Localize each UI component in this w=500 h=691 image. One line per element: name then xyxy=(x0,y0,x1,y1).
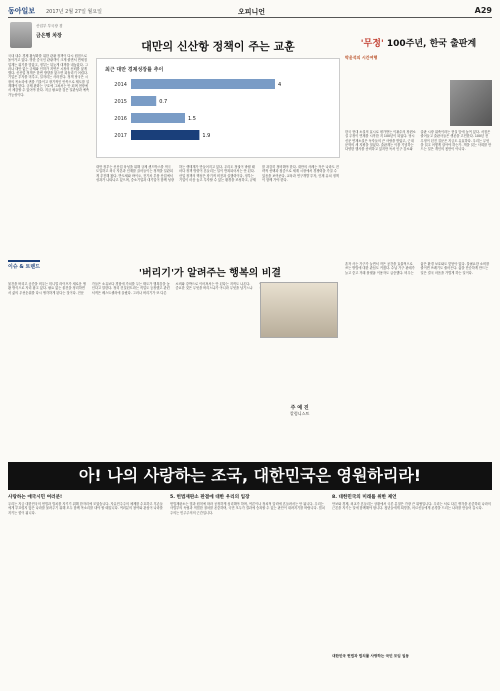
right-headline xyxy=(345,36,492,49)
chart-bar xyxy=(131,113,185,123)
column-body: 국내 내수 경제 활성화를 위한 관광 정책이 다시 원점으로 돌아가고 있다. 방한 중국인 관광객이 크게 줄면서 면세점 업계는 위기를 맞았고, 정부는 뒤늦게 대책을 내놓았다. 그러나 대안 없는 규제와 인허가 지연은 시장의 신뢰를 잃게 했다. 신산업 정책은 한번 방향을 잃으면 되돌리기 어렵다. 기업은 투자를 미루고, 일자리는 사라진다. 정책 당국은 시장의 목소리에 귀를 기울이고 장기적인 안목으로 제도를 설계해야 한다. 규제 완화는 구호에 그쳐서는 안 되며 현장에서 체감할 수 있어야 한다. 지금 필요한 것은 일관성과 예측 가능성이다. xyxy=(8,54,89,97)
ad-body: 우리는 지금 대한민국의 헌법과 법치를 지키기 위해 한자리에 모였습니다. 자유민주주의 체제를 수호하고 후손들에게 부끄럽지 않은 나라를 물려주기 위해 모두 함께 목소리를 내야 할 때입니다. 여러분의 참여와 관심이 나라를 지키는 힘이 됩니다. xyxy=(8,502,163,515)
mid-right-body: 혼자 사는 가구가 늘면서 작은 공간을 효율적으로 쓰는 방법에 대한 관심도 커졌다. 수납 가구 판매가 늘고 중고 거래 플랫폼 이용자도 급증했다. 비우는 삶은 환경 보호와도 맞닿아 있다. 불필요한 소비를 줄이면 쓰레기도 줄어든다. 삶을 단순하게 만드는 일은 결국 마음을 가볍게 하는 일이다. xyxy=(345,262,490,275)
ad-title: 5. 헌법재판소 판결에 대한 우리의 입장 xyxy=(170,495,250,500)
column-left-top xyxy=(8,22,91,254)
ad-banner: 아! 나의 사랑하는 조국, 대한민국은 영원하리라! xyxy=(8,462,492,490)
ad-body: 헌법재판소는 법과 원칙에 따라 공정하게 심리해야 하며, 여론이나 정치적 압력에 흔들려서는 안 됩니다. 우리는 사법부의 독립과 적법한 절차를 존중하며, 국민 모두가 결과에 승복할 수 있는 판단이 내려지기를 바랍니다. 법치주의는 민주주의의 근간입니다. xyxy=(170,502,325,515)
issue-date: 2017년 2월 27일 월요일 xyxy=(46,9,103,15)
chart-bar xyxy=(131,79,275,89)
chart-value-label: 1.5 xyxy=(188,116,196,122)
economic-chart xyxy=(96,58,340,158)
ad-footer: 대한민국 헌법과 법치를 사랑하는 국민 모임 일동 xyxy=(332,654,409,658)
columnist-name: 주 예 진 xyxy=(290,405,309,411)
mid-photo xyxy=(260,282,338,338)
chart-value-label: 0.7 xyxy=(159,99,168,105)
columnist-title: 칼럼니스트 xyxy=(290,411,310,416)
chart-value-label: 4 xyxy=(278,82,282,88)
page-header xyxy=(8,4,492,18)
page-number: A29 xyxy=(474,6,492,15)
chart-title: 최근 대만 경제성장률 추이 xyxy=(105,67,164,73)
column-right-top xyxy=(345,22,492,257)
right-headline-rest: 100주년, 한국 출판계 xyxy=(386,39,477,49)
ad-column-1 xyxy=(8,494,164,684)
author-name: 금은행 차장 xyxy=(36,33,62,39)
right-photo xyxy=(450,80,492,126)
right-headline-quote: '무정' xyxy=(360,39,384,49)
mid-headline: '버리기'가 알려주는 행복의 비결 xyxy=(138,268,282,279)
band-label: 이슈 & 트렌드 xyxy=(8,260,40,270)
ad-title: 사랑하는 애국시민 여러분! xyxy=(8,495,63,500)
section-title: 오피니언 xyxy=(238,8,266,16)
chart-bar xyxy=(131,96,156,106)
mid-body: 물건을 버리고 공간을 비우는 미니멀 라이프가 새로운 생활 방식으로 자리 잡고 있다. 필요 없는 물건을 정리하면서 삶의 우선순위를 다시 생각하게 된다는 것이다. 전문가들은 소유보다 경험에 가치를 두는 태도가 행복감을 높인다고 말한다. 정리 컨설턴트라는 직업도 등장했고 관련 서적은 베스트셀러에 올랐다. 그러나 버리기가 또 다른 소비와 강박으로 이어져서는 안 된다는 지적도 나온다. 중요한 것은 무엇을 버리느냐가 아니라 무엇을 남기느냐 xyxy=(8,282,253,295)
main-headline: 대만의 신산항 정책이 주는 교훈 xyxy=(141,40,295,53)
ad-title: 8. 대한민국의 미래를 위한 제언 xyxy=(332,495,397,500)
chart-value-label: 1.9 xyxy=(202,133,211,139)
ad-body: 안보와 경제, 외교가 흔들리는 상황에서 국론 분열은 가장 큰 위협입니다. 우리는 서로 다른 생각을 존중하되 나라의 근본을 지키는 일에 함께해야 합니다. 청년들에게 희망을, 어르신들에게 존경을 드리는 나라를 만들어 갑시다. xyxy=(332,502,491,511)
author-photo xyxy=(10,22,32,48)
author-title: 산업부 부국장 겸 xyxy=(36,24,63,28)
columnist-sign xyxy=(290,404,309,417)
chart-bar xyxy=(131,130,199,140)
right-byline: 박윤석의 시간여행 xyxy=(345,55,378,60)
chart-category-label: 2014 xyxy=(114,82,127,88)
main-body: 대만 정부는 신산업 육성을 위해 규제 샌드박스를 적극 도입하고 외국 자본과 인재를 끌어들이는 정책을 일관되게 추진해 왔다. 반도체와 바이오, 전기차 부품 산업에서 성과가 나타나고 있으며, 중소기업과 대기업이 함께 성장하는 생태계가 만들어지고 있다. 우리도 정권이 바뀔 때마다 정책 방향이 흔들리는 일이 반복되어서는 안 된다. 산업 정책의 핵심은 장기적 비전과 실행력이다. 정부는 기업이 마음 놓고 투자할 수 있는 환경을 조성하고, 규제를 과감히 정비해야 한다. 대만의 사례는 작은 나라도 전략적 선택과 집중으로 세계 시장에서 경쟁력을 가질 수 있음을 보여준다. 교육과 연구개발 투자, 인재 유치 정책이 함께 가야 한다. xyxy=(96,165,339,182)
chart-category-label: 2017 xyxy=(114,133,127,139)
chart-category-label: 2016 xyxy=(114,116,127,122)
chart-svg xyxy=(101,63,335,153)
chart-category-label: 2015 xyxy=(114,99,127,105)
right-body: 한국 현대 소설의 효시로 평가받는 이광수의 장편소설 무정이 연재를 시작한 지 100년이 되었다. 당시 신문 연재소설은 독자들의 큰 사랑을 받았고, 근대 문학의 새 지평을 열었다. 출판계는 이를 기념하는 다양한 행사를 준비하고 있지만 독서 인구 감소와 출판 시장 위축이라는 현실 앞에 놓여 있다. 서점은 줄어들고 출판사들은 생존을 고민한다. 100년 전 무정이 던진 질문은 지금도 유효하다. 우리는 무엇을 읽고 어떻게 살아야 하는가. 책을 읽는 사회를 만드는 일은 개인의 몫만이 아니다. xyxy=(345,130,492,152)
newspaper-logo: 동아일보 xyxy=(8,7,36,15)
ad-column-2 xyxy=(170,494,326,684)
